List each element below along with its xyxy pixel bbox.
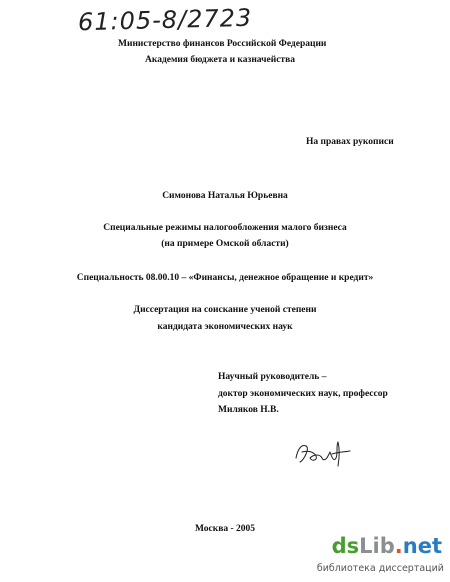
ministry-heading: Министерство финансов Российской Федерации xyxy=(118,39,327,49)
thesis-title-line2: (на примере Омской области) xyxy=(161,239,289,249)
dslib-logo: dsLib.net xyxy=(331,534,442,558)
degree-line1: Диссертация на соискание ученой степени xyxy=(133,305,317,315)
dslib-watermark[interactable] xyxy=(316,534,446,580)
degree-line2: кандидата экономических наук xyxy=(157,322,293,332)
dslib-subtitle: библиотека диссертаций xyxy=(316,563,444,574)
specialty-line: Специальность 08.00.10 – «Финансы, денежное обращение и кредит» xyxy=(76,273,374,283)
academy-heading: Академия бюджета и казначейства xyxy=(145,55,295,65)
rights-label: На правах рукописи xyxy=(306,137,394,147)
advisor-degree: доктор экономических наук, профессор xyxy=(218,389,388,399)
advisor-role: Научный руководитель – xyxy=(218,372,327,382)
handwritten-signature xyxy=(292,436,354,470)
author-name: Симонова Наталья Юрьевна xyxy=(162,191,288,201)
thesis-title-line1: Специальные режимы налогообложения малого бизнеса xyxy=(103,223,347,233)
handwritten-catalog-code: 61:05-8/2723 xyxy=(77,3,253,37)
place-year: Москва - 2005 xyxy=(194,524,256,534)
advisor-name: Миляков Н.В. xyxy=(218,405,279,415)
